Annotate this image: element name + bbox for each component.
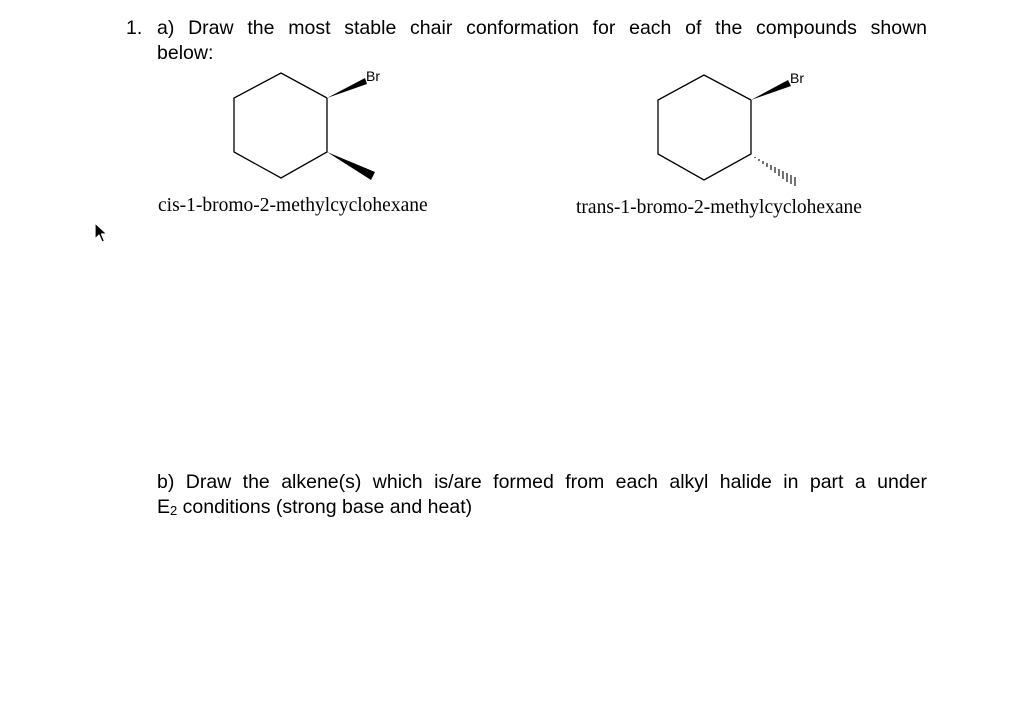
cyclohexane-ring [234, 73, 327, 178]
wedge-bond-bromo [751, 80, 791, 100]
wedge-bond-bromo [327, 78, 367, 98]
mouse-pointer-icon [93, 222, 109, 244]
question-part-a-text: a) Draw the most stable chair conformation for each of the compounds shown [157, 17, 927, 39]
cis-structure-diagram [220, 60, 410, 190]
bromine-label: Br [790, 70, 804, 86]
question-part-b-continuation [157, 495, 472, 523]
bromine-label: Br [366, 68, 380, 84]
reaction-order-subscript: 2 [170, 503, 178, 518]
trans-compound-name: trans-1-bromo-2-methylcyclohexane [576, 197, 862, 218]
question-part-a-continuation: below: [157, 42, 214, 64]
reaction-letter: E [157, 496, 171, 518]
reaction-conditions: conditions (strong base and heat) [177, 496, 473, 518]
question-part-b-text: b) Draw the alkene(s) which is/are formed from each alkyl halide in part a under [157, 471, 927, 493]
cis-compound-name: cis-1-bromo-2-methylcyclohexane [158, 195, 428, 216]
trans-structure-diagram [645, 60, 835, 190]
wedge-bond-methyl [327, 152, 375, 180]
hashed-bond-methyl [755, 157, 795, 186]
cyclohexane-ring [658, 75, 751, 180]
question-number: 1. [126, 17, 143, 39]
